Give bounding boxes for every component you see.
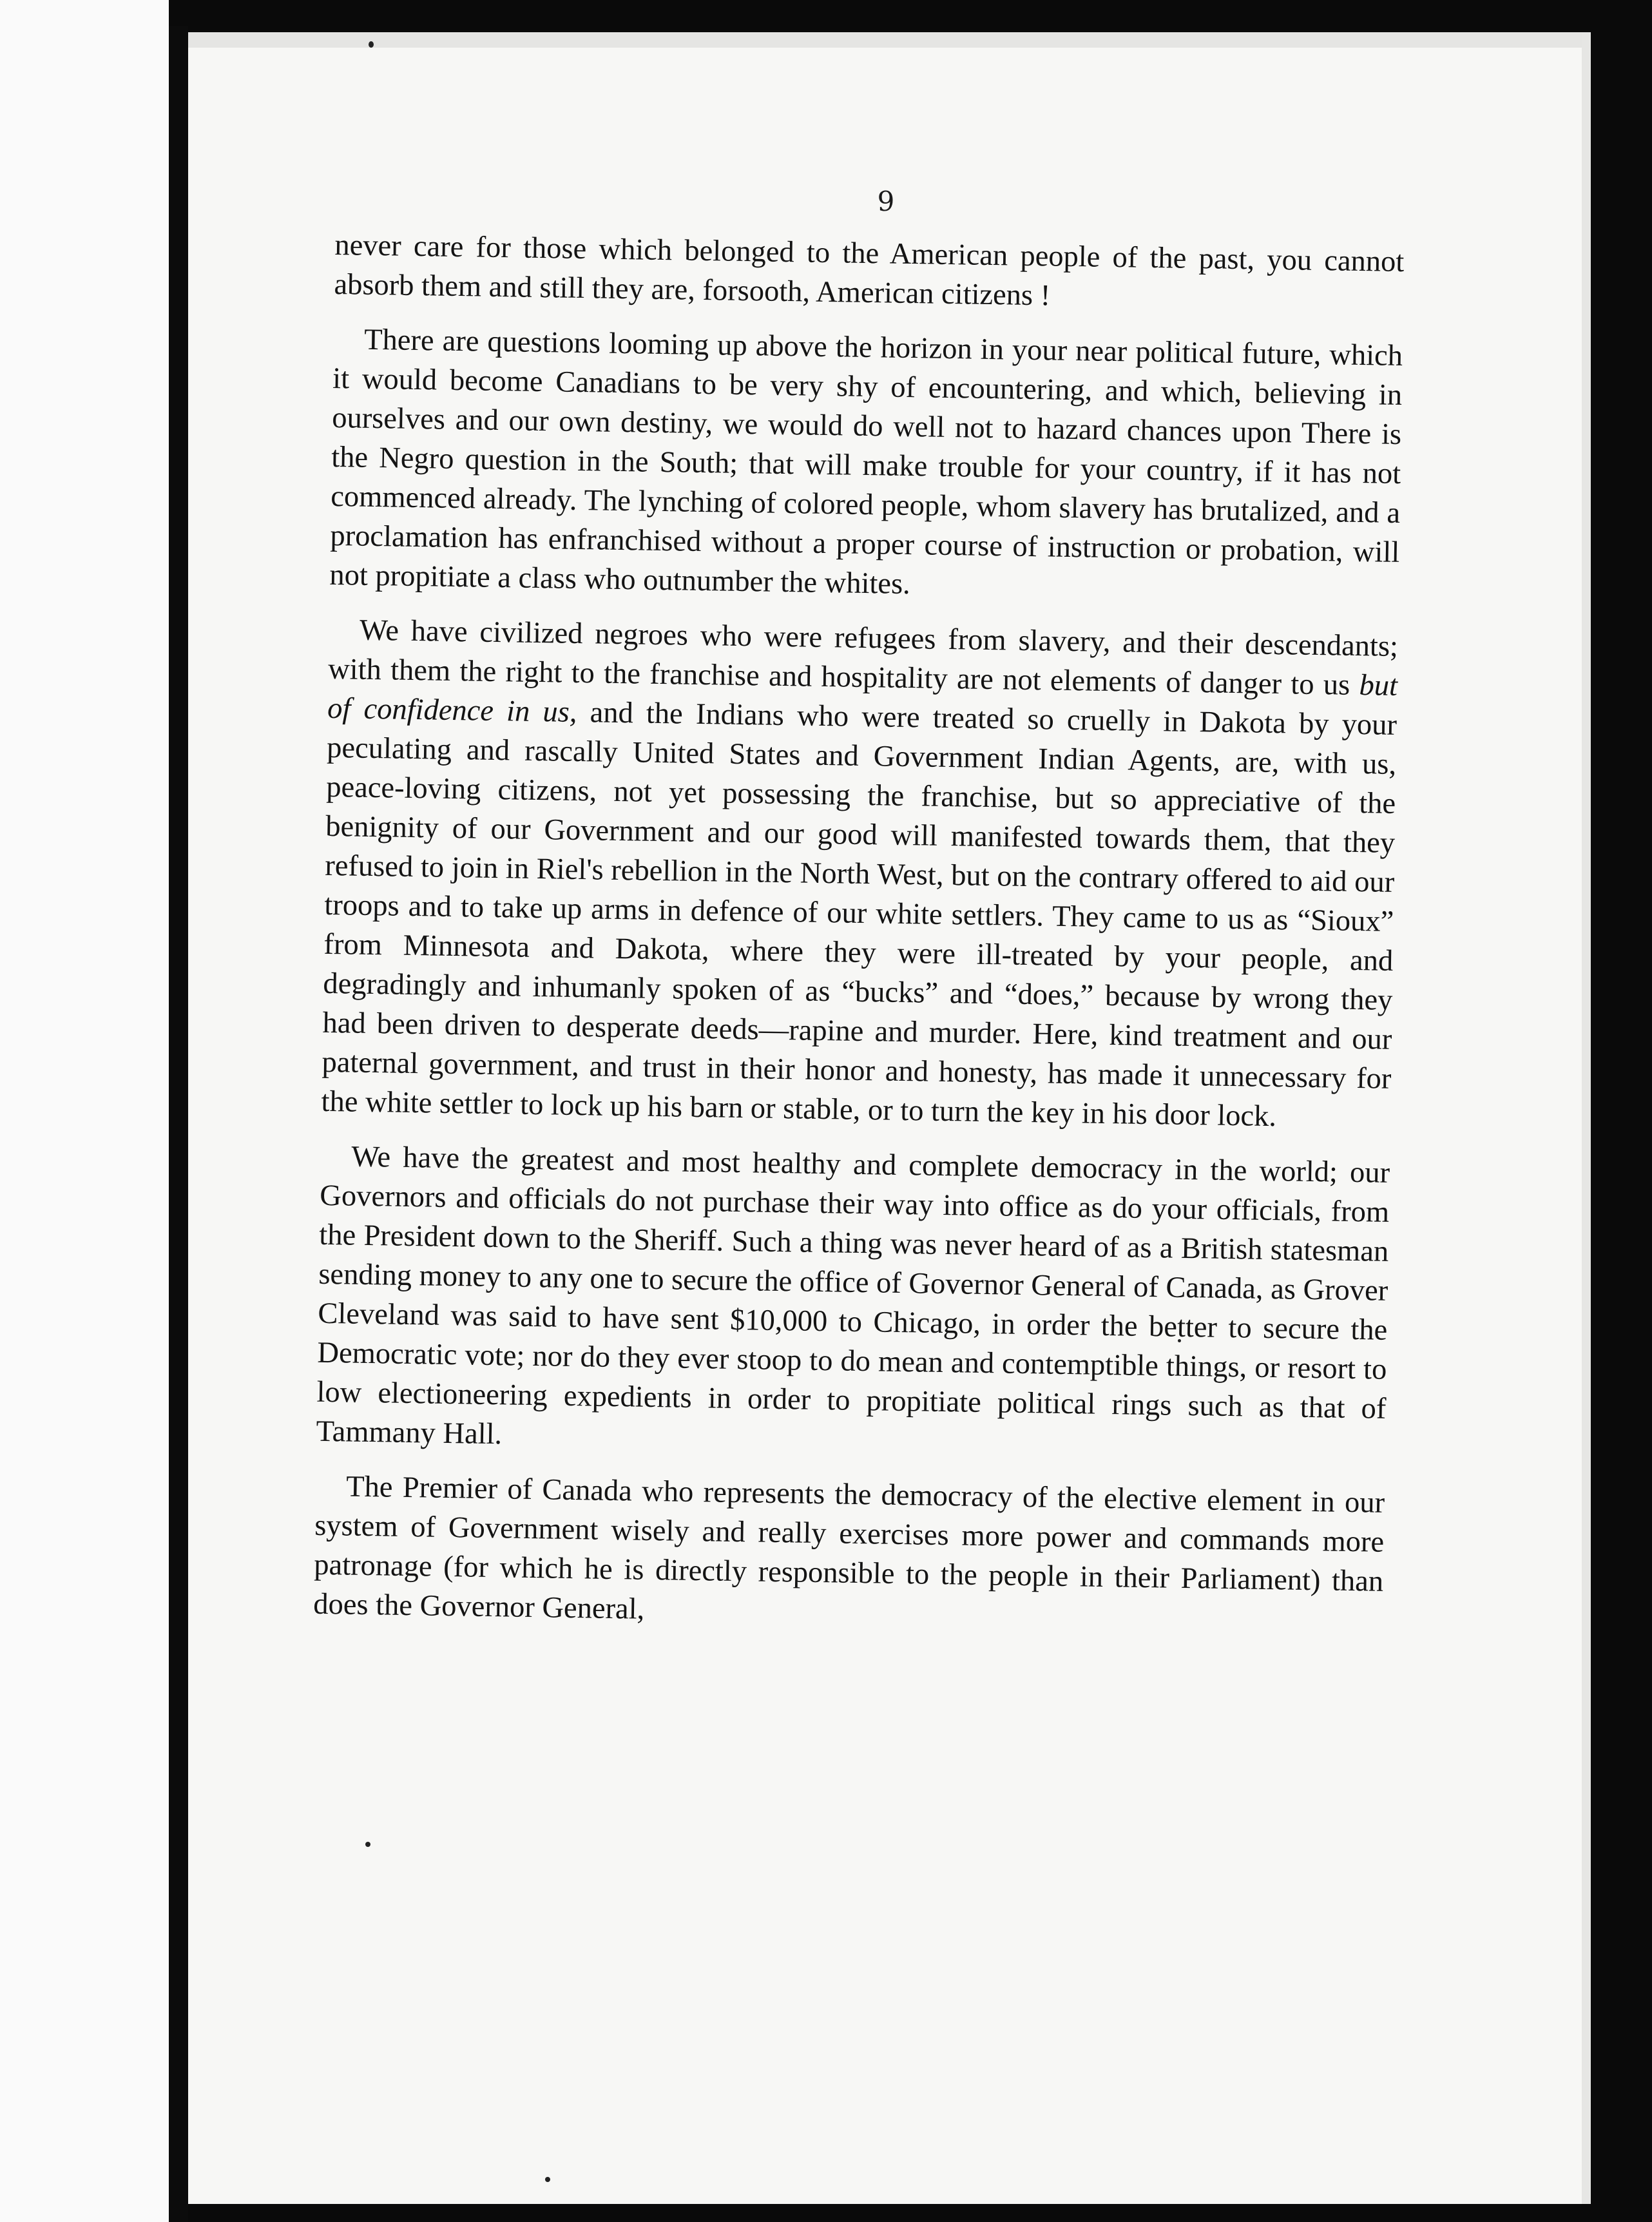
ink-speck [365,1842,370,1847]
page-number: 9 [877,186,895,217]
book-binding-edge [169,26,188,2222]
italic-emphasis: but of confidence in us, [327,669,1398,729]
paragraph [316,1137,1390,1468]
paragraph [334,226,1405,321]
paragraph [313,1467,1385,1641]
paragraph-text: never care for those which belonged to the American people of the past, you cannot absorb them and still they are, forsooth, American citizens ! [334,228,1405,313]
paragraph [321,610,1398,1138]
paragraph [329,320,1403,612]
paragraph-text: We have the greatest and most healthy and complete democracy in the world; our Governors and officials do not purchase their way into office as do your officials, from the President down to the Sheriff. Such a thing was never heard of as a British statesman sending money to any one to secure the office of Governor General of Canada, as Grover Cleveland was said to have sent $10,000 to Chicago, in order the better to secure the Democratic vote; nor do they ever stoop to do mean and contemptible things, or resort to low electioneering expedients in order to propitiate political rings such as that of Tammany Hall. [316,1140,1390,1451]
body-text [313,226,1405,1656]
paragraph-text: We have civilized negroes who were refugees from slavery, and their descendants; with them the right to the franchise and hospitality are not elements of danger to us [327,613,1399,702]
paragraph-text: There are questions looming up above the horizon in your near political future, which it would become Canadians to be very shy of encountering, and which, believing in ourselves and our own destiny, we would do well not to hazard chances upon There is the Negro question in the South; that will make trouble for your country, if it has not commenced already. The lynching of colored people, whom slavery has brutalized, and a proclamation has enfranchised without a proper course of instruction or probation, will not propitiate a class who outnumber the whites. [329,323,1403,601]
ink-speck [545,2177,550,2182]
left-margin [0,0,169,2222]
page-right-edge [1582,32,1591,2204]
paragraph-text: The Premier of Canada who represents the democracy of the elective element in our system of Government wisely and really exercises more power and commands more patronage (for which he is directly responsible to the people in their Parliament) than does the Governor General, [312,1470,1385,1626]
page-top-shadow [188,32,1585,48]
paragraph-text: and the Indians who were treated so cruelly in Dakota by your peculating and rascally United States and Government Indian Agents, are, with us, peace-loving citizens, not yet possessing the franchise, but so appreciative of the benignity of our Government and our good will manifested towards them, that they refused to join in Riel's rebellion in the North West, but on the contrary offered to aid our troops and to take up arms in defence of our white settlers. They came to us as “Sioux” from Minnesota and Dakota, where they were ill-treated by your people, and degradingly and inhumanly spoken of as “bucks” and “does,” because by wrong they had been driven to desperate deeds—rapine and murder. Here, kind treatment and our paternal government, and trust in their honor and honesty, has made it unnecessary for the white settler to lock up his barn or stable, or to turn the key in his door lock. [321,695,1397,1134]
ink-speck [369,41,374,48]
